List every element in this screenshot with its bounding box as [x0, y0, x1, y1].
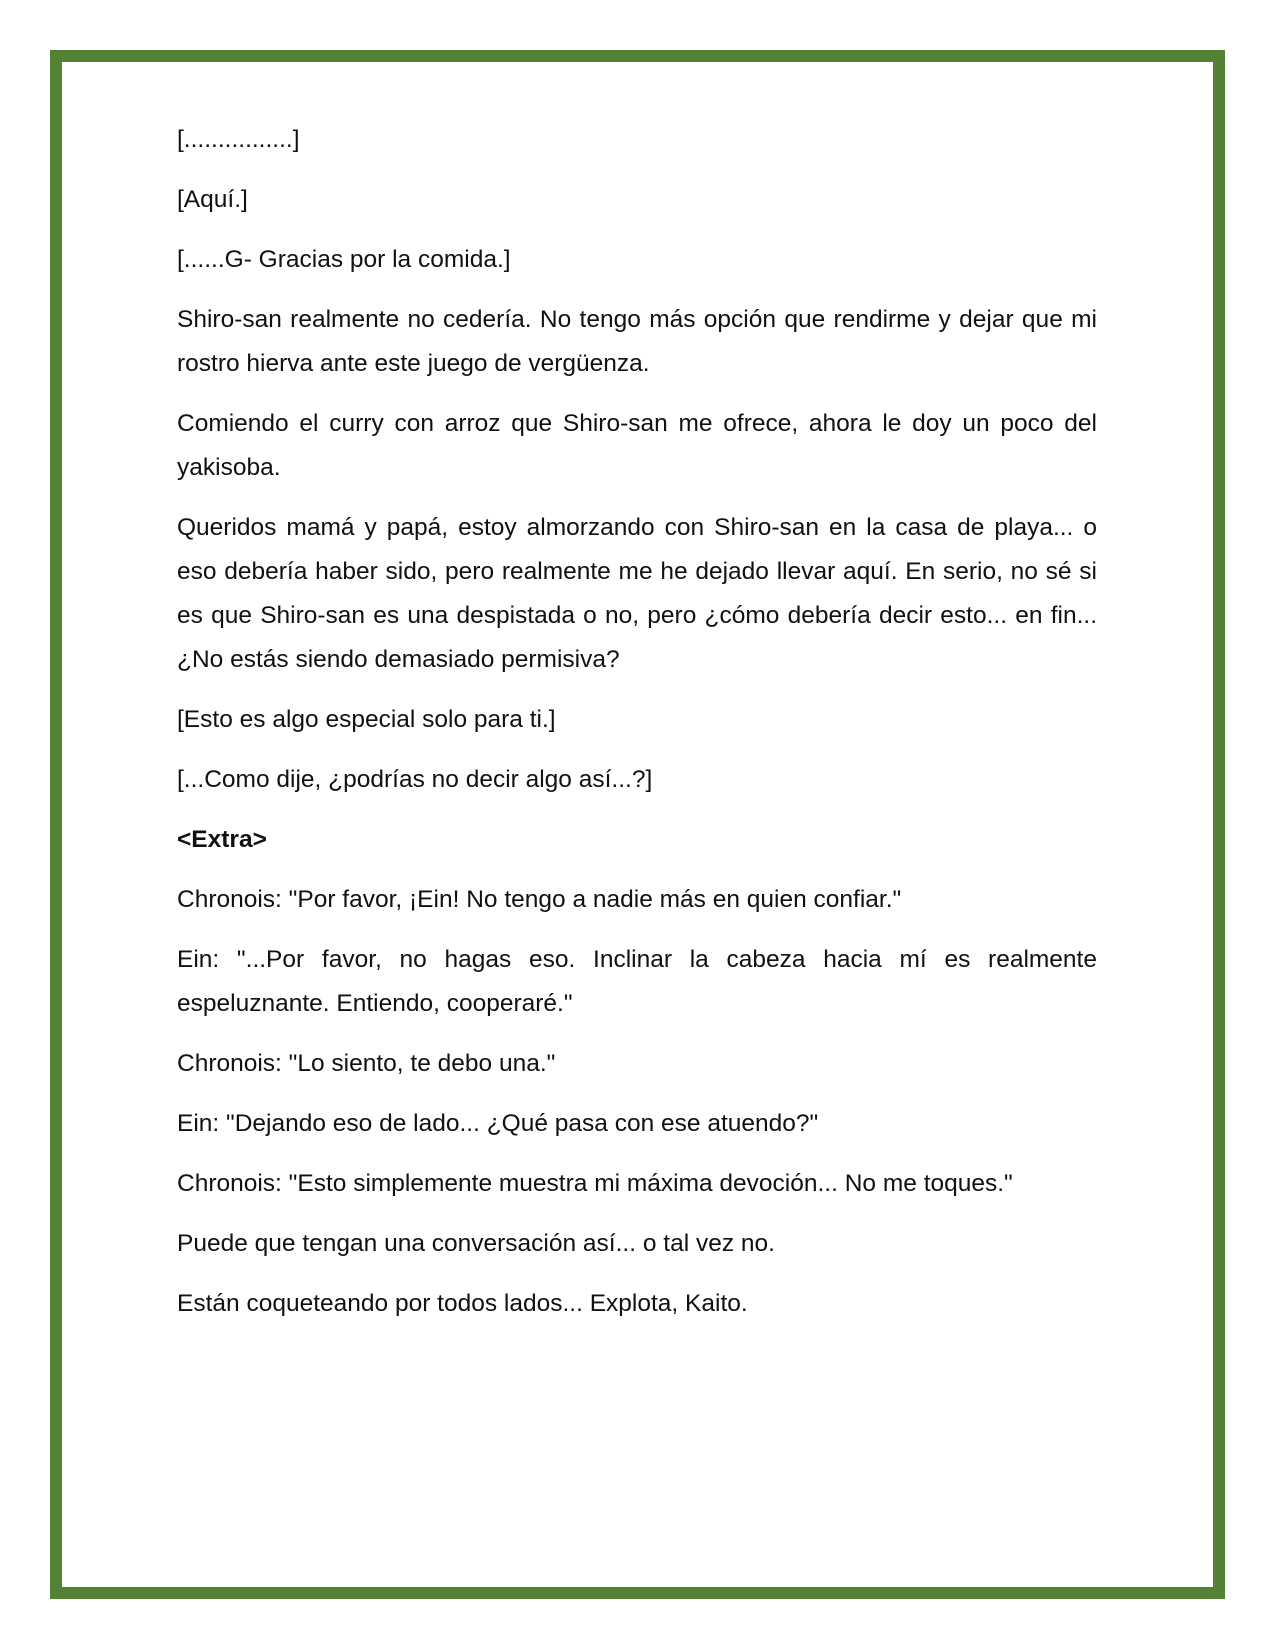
section-heading-extra: <Extra>	[177, 826, 267, 853]
paragraph-chronois-devocion: Chronois: "Esto simplemente muestra mi máxima devoción... No me toques."	[177, 1170, 1013, 1197]
paragraph-gracias: [......G- Gracias por la comida.]	[177, 246, 511, 273]
paragraph-ellipsis: [................]	[177, 126, 300, 153]
paragraph-como-dije: [...Como dije, ¿podrías no decir algo así...?]	[177, 766, 653, 793]
paragraph-conversacion: Puede que tengan una conversación así... o tal vez no.	[177, 1230, 775, 1257]
paragraph-shiro-no-cederia: Shiro-san realmente no cedería. No tengo más opción que rendirme y dejar que mi rostro hierva ante este juego de vergüenza.	[177, 306, 1097, 377]
paragraph-algo-especial: [Esto es algo especial solo para ti.]	[177, 706, 556, 733]
paragraph-explota-kaito: Están coqueteando por todos lados... Explota, Kaito.	[177, 1290, 748, 1317]
paragraph-comiendo-curry: Comiendo el curry con arroz que Shiro-san me ofrece, ahora le doy un poco del yakisoba.	[177, 410, 1097, 481]
document-body	[177, 118, 1097, 1342]
paragraph-queridos-mama-papa: Queridos mamá y papá, estoy almorzando con Shiro-san en la casa de playa... o eso debería haber sido, pero realmente me he dejado llevar aquí. En serio, no sé si es que Shiro-san es una despistada o no, pero ¿cómo debería decir esto... en fin... ¿No estás siendo demasiado permisiva?	[177, 514, 1097, 673]
paragraph-chronois-por-favor: Chronois: "Por favor, ¡Ein! No tengo a nadie más en quien confiar."	[177, 886, 902, 913]
paragraph-chronois-lo-siento: Chronois: "Lo siento, te debo una."	[177, 1050, 556, 1077]
paragraph-ein-no-hagas-eso: Ein: "...Por favor, no hagas eso. Inclinar la cabeza hacia mí es realmente espeluznante. Entiendo, cooperaré."	[177, 946, 1097, 1017]
paragraph-ein-atuendo: Ein: "Dejando eso de lado... ¿Qué pasa con ese atuendo?"	[177, 1110, 819, 1137]
paragraph-aqui: [Aquí.]	[177, 186, 248, 213]
